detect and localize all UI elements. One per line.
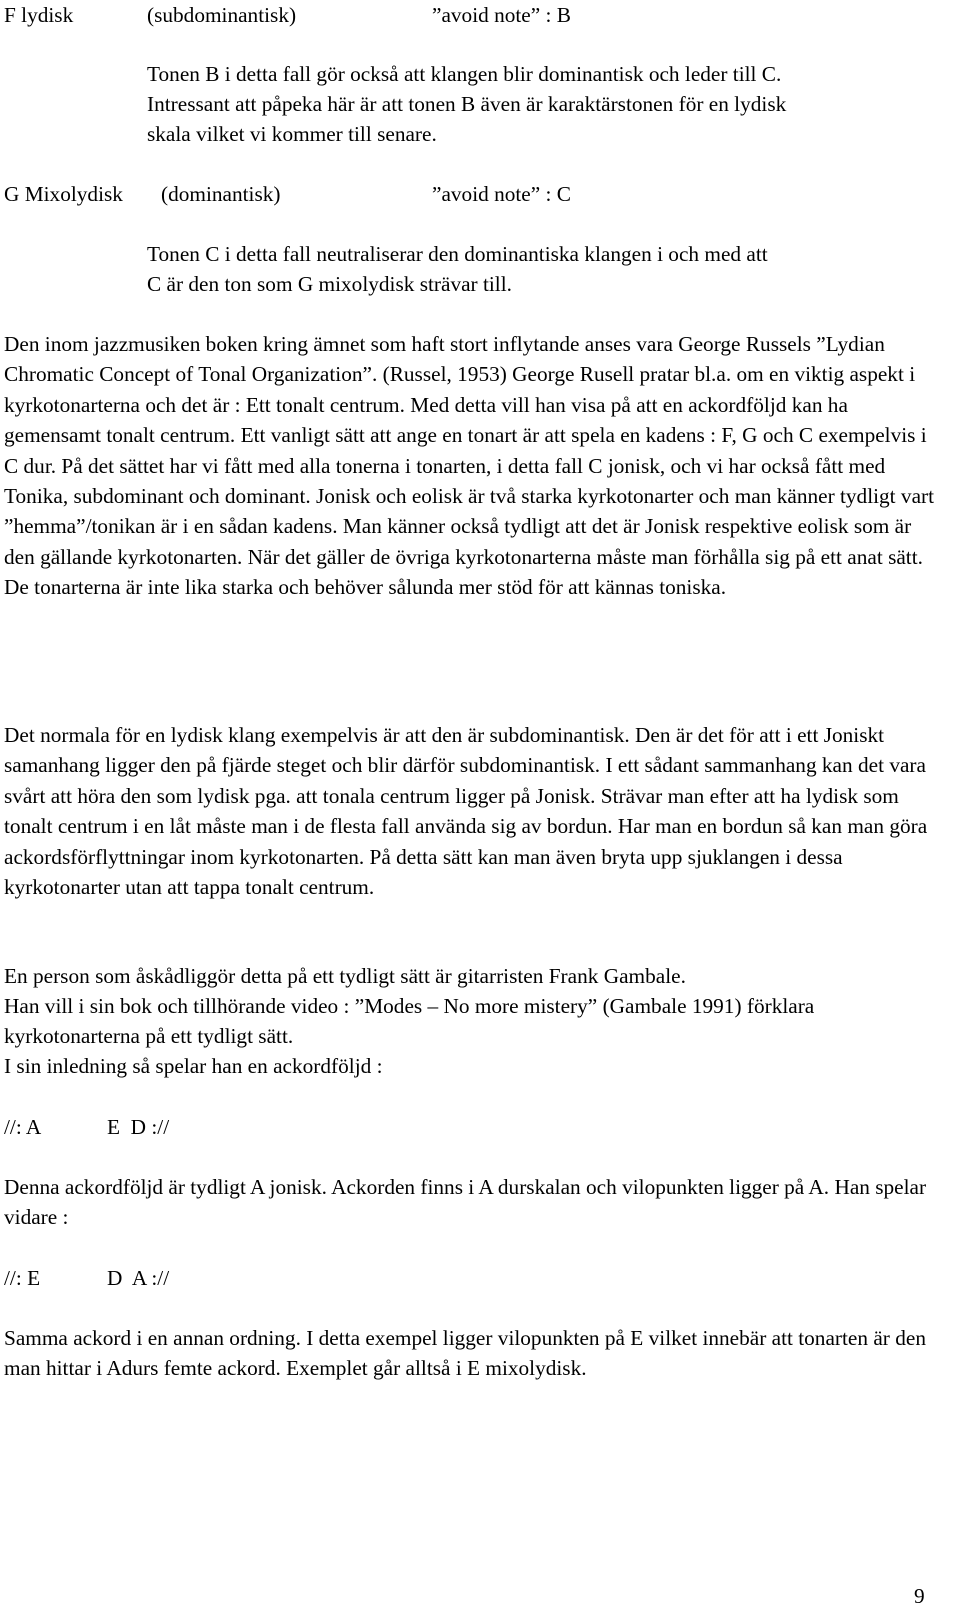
chord-progression-start: //: A: [4, 1115, 42, 1139]
mode-description-line: Tonen B i detta fall gör också att klangen blir dominantisk och leder till C.: [147, 62, 782, 86]
paragraph-gambale-book: Han vill i sin bok och tillhörande video : ”Modes – No more mistery” (Gambale 1991) förklara kyrkotonarterna på ett tydligt sätt.: [4, 994, 815, 1049]
avoid-note: ”avoid note” : C: [432, 182, 571, 206]
chord-progression-start: //: E: [4, 1266, 41, 1290]
mode-description-line: skala vilket vi kommer till senare.: [147, 122, 437, 146]
avoid-note: ”avoid note” : B: [432, 3, 571, 27]
paragraph-gambale-intro: En person som åskådliggör detta på ett tydligt sätt är gitarristen Frank Gambale.: [4, 964, 686, 988]
paragraph-e-mixolydisk: Samma ackord i en annan ordning. I detta exempel ligger vilopunkten på E vilket innebär att tonarten är den man hittar i Adurs femte ackord. Exemplet går alltså i E mixolydisk.: [4, 1326, 926, 1381]
paragraph-russell: Den inom jazzmusiken boken kring ämnet som haft stort inflytande anses vara George Russels ”Lydian Chromatic Concept of Tonal Organization”. (Russel, 1953) George Rusell pratar bl.a. om en viktig aspekt i kyrkotonarterna och det är : Ett tonalt centrum. Med detta vill han visa på att en ackordföljd kan ha gemensamt tonalt centrum. Ett vanligt sätt att ange en tonart är att spela en kadens : F, G och C exempelvis i C dur. På det sättet har vi fått med alla tonerna i tonarten, i detta fall C jonisk, och vi har också fått med Tonika, subdominant och dominant. Jonisk och eolisk är två starka kyrkotonarter och man känner tydligt vart ”hemma”/tonikan är i en sådan kadens. Man känner också tydligt att det är Jonisk respektive eolisk som är den gällande kyrkotonarten. När det gäller de övriga kyrkotonarterna måste man förhålla sig på ett anat sätt. De tonarterna är inte lika starka och behöver sålunda mer stöd för att kännas toniska.: [4, 332, 935, 600]
paragraph-lydian: Det normala för en lydisk klang exempelvis är att den är subdominantisk. Den är det för att i ett Joniskt samanhang ligger den på fjärde steget och blir därför subdominantisk. I ett sådant sammanhang kan det vara svårt att höra den som lydisk pga. att tonala centrum ligger på Jonisk. Strävar man efter att ha lydisk som tonalt centrum i en låt måste man i de flesta fall använda sig av bordun. Har man en bordun så kan man göra ackordsförflyttningar inom kyrkotonarten. På detta sätt kan man även bryta upp sjuklangen i dessa kyrkotonarter utan att tappa tonalt centrum.: [4, 723, 928, 900]
page-number: 9: [914, 1584, 925, 1608]
chord-progression-rest: D A ://: [107, 1266, 170, 1290]
mode-function: (dominantisk): [161, 182, 281, 206]
chord-progression-rest: E D ://: [107, 1115, 170, 1139]
mode-name: F lydisk: [4, 3, 74, 27]
paragraph-a-jonisk: Denna ackordföljd är tydligt A jonisk. Ackorden finns i A durskalan och vilopunkten ligger på A. Han spelar vidare :: [4, 1175, 927, 1230]
paragraph-gambale-lead: I sin inledning så spelar han en ackordföljd :: [4, 1054, 383, 1078]
mode-description-line: Intressant att påpeka här är att tonen B även är karaktärstonen för en lydisk: [147, 92, 787, 116]
mode-name: G Mixolydisk: [4, 182, 123, 206]
mode-description-line: C är den ton som G mixolydisk strävar till.: [147, 272, 512, 296]
mode-function: (subdominantisk): [147, 3, 297, 27]
mode-description-line: Tonen C i detta fall neutraliserar den dominantiska klangen i och med att: [147, 242, 768, 266]
